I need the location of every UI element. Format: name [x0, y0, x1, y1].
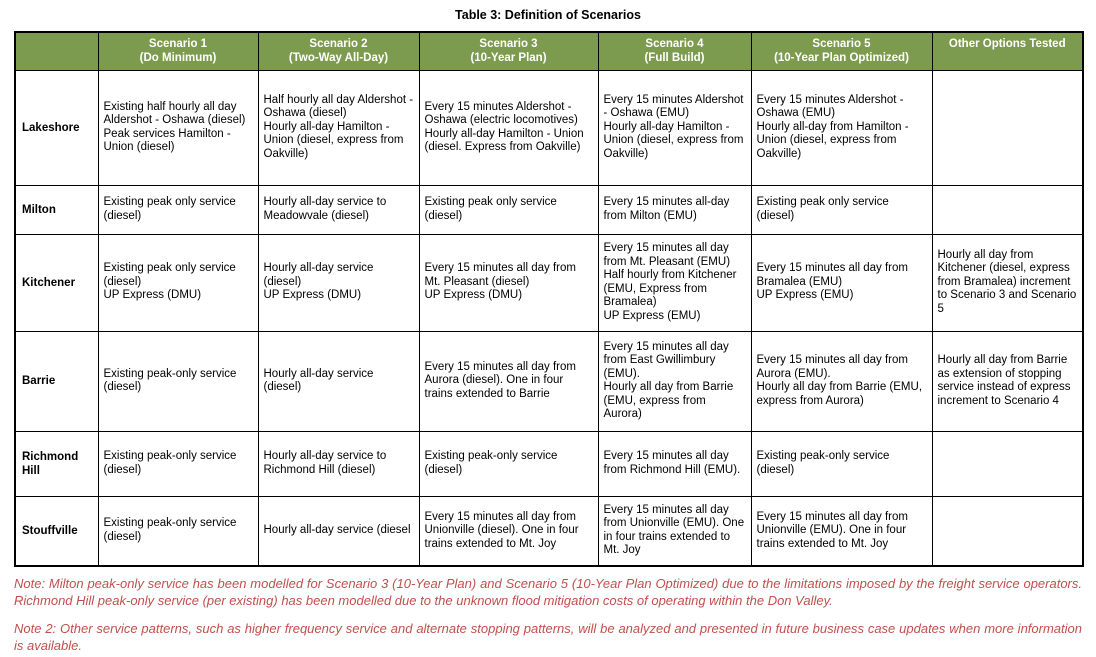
- scenario-cell: [419, 70, 598, 185]
- column-header: [751, 32, 932, 70]
- service-item: Hourly all-day Hamilton - Union (diesel, express from Oakville): [603, 120, 744, 160]
- row-label: Barrie: [15, 331, 98, 431]
- service-item: Hourly all-day service to Meadowvale (diesel): [263, 196, 387, 222]
- service-item: Existing peak only service (diesel): [103, 262, 236, 288]
- service-item: Existing peak only service (diesel): [103, 196, 236, 222]
- service-item: UP Express (EMU): [756, 289, 854, 302]
- scenario-cell: [98, 431, 258, 496]
- scenario-cell: [751, 185, 932, 234]
- service-item: Hourly all-day service (diesel): [263, 262, 374, 288]
- service-item: Hourly all-day from Hamilton - Union (diesel, express from Oakville): [756, 120, 909, 160]
- service-item: Every 15 minutes all day from East Gwillimbury (EMU).: [603, 340, 729, 380]
- table-row: [15, 431, 1083, 496]
- service-item: Every 15 minutes all-day from Milton (EMU): [603, 196, 730, 222]
- service-item: UP Express (DMU): [424, 289, 523, 302]
- service-item: Every 15 minutes all day from Bramalea (EMU): [756, 262, 908, 288]
- service-item: Existing peak-only service (diesel): [424, 450, 558, 476]
- scenario-cell: [751, 70, 932, 185]
- service-item: Existing peak only service (diesel): [424, 196, 557, 222]
- scenario-cell: [598, 70, 751, 185]
- service-item: Every 15 minutes all day from Aurora (EMU).: [756, 354, 908, 380]
- scenario-cell: [932, 70, 1083, 185]
- service-item: Every 15 minutes Aldershot - Oshawa (electric locomotives): [424, 100, 578, 126]
- scenario-cell: [598, 234, 751, 331]
- scenario-cell: [419, 331, 598, 431]
- note-1: Note: Milton peak-only service has been modelled for Scenario 3 (10-Year Plan) and Scenario 5 (10-Year Plan Optimized) due to the limitations imposed by the freight service operators. Richmond Hill peak-only service (per existing) has been modelled due to the unknown flood mitigation costs of operating within the Don Valley.: [14, 576, 1082, 608]
- scenario-cell: [751, 431, 932, 496]
- row-label: Lakeshore: [15, 70, 98, 185]
- service-item: Hourly all day from Kitchener (diesel, express from Bramalea) increment to Scenario 3 and Scenario 5: [937, 248, 1077, 315]
- scenario-cell: [751, 234, 932, 331]
- column-header-sublabel: (10-Year Plan Optimized): [774, 52, 909, 64]
- scenario-cell: [598, 496, 751, 566]
- column-header-label: Scenario 1: [148, 38, 208, 50]
- service-item: Peak services Hamilton - Union (diesel): [103, 127, 231, 153]
- service-item: Existing peak only service (diesel): [756, 196, 889, 222]
- column-header: [98, 32, 258, 70]
- scenario-cell: [598, 185, 751, 234]
- service-item: UP Express (EMU): [603, 309, 701, 322]
- service-item: Every 15 minutes all day from Aurora (diesel). One in four trains extended to Barrie: [424, 360, 576, 400]
- scenario-cell: [98, 331, 258, 431]
- table-row: [15, 185, 1083, 234]
- scenario-cell: [932, 234, 1083, 331]
- scenario-cell: [419, 234, 598, 331]
- service-item: Existing peak-only service (diesel): [103, 517, 237, 543]
- scenario-cell: [419, 431, 598, 496]
- scenario-cell: [598, 331, 751, 431]
- service-item: Every 15 minutes Aldershot - Oshawa (EMU): [603, 93, 744, 120]
- service-item: Every 15 minutes Aldershot - Oshawa (EMU): [756, 93, 904, 120]
- service-item: Every 15 minutes all day from Unionville (EMU). One in four trains extended to Mt. Joy: [603, 503, 745, 557]
- column-header-sublabel: (Do Minimum): [139, 52, 217, 64]
- scenario-cell: [258, 234, 419, 331]
- table-row: [15, 331, 1083, 431]
- service-item: Existing peak-only service (diesel): [103, 450, 237, 476]
- scenario-cell: [751, 496, 932, 566]
- row-label: Richmond Hill: [15, 431, 98, 496]
- table-title: Table 3: Definition of Scenarios: [455, 8, 641, 22]
- scenario-cell: [258, 70, 419, 185]
- service-item: Hourly all-day service (diesel: [263, 524, 411, 536]
- service-item: Every 15 minutes all day from Unionville (diesel). One in four trains extended to Mt. Joy: [424, 510, 579, 550]
- row-label: Kitchener: [15, 234, 98, 331]
- row-label: Milton: [15, 185, 98, 234]
- scenario-cell: [932, 331, 1083, 431]
- service-item: Hourly all-day Hamilton - Union (diesel. Express from Oakville): [424, 127, 584, 153]
- scenario-cell: [932, 185, 1083, 234]
- column-header-label: Scenario 4: [645, 38, 704, 50]
- scenario-cell: [932, 496, 1083, 566]
- scenario-cell: [419, 496, 598, 566]
- column-header-label: Other Options Tested: [948, 38, 1066, 50]
- column-header-label: Scenario 3: [479, 38, 538, 50]
- scenario-cell: [98, 234, 258, 331]
- table-row: [15, 234, 1083, 331]
- column-header-sublabel: (Full Build): [644, 52, 705, 64]
- service-item: Every 15 minutes all day from Unionville (EMU). One in four trains extended to Mt. Joy: [756, 510, 908, 550]
- scenario-cell: [258, 431, 419, 496]
- note-2: Note 2: Other service patterns, such as higher frequency service and alternate stopping patterns, will be analyzed and presented in future business case updates when more information is available.: [14, 621, 1082, 653]
- service-item: Hourly all day from Barrie (EMU, express from Aurora): [603, 381, 734, 420]
- column-header-sublabel: (Two-Way All-Day): [288, 52, 389, 64]
- scenario-cell: [98, 496, 258, 566]
- scenarios-table: [14, 31, 1084, 567]
- scenario-cell: [98, 185, 258, 234]
- service-item: Hourly all day from Barrie (EMU, express from Aurora): [756, 381, 923, 407]
- scenario-cell: [258, 331, 419, 431]
- service-item: Half hourly from Kitchener (EMU, Express from Bramalea): [603, 269, 737, 308]
- column-header: [598, 32, 751, 70]
- table-row: [15, 496, 1083, 566]
- notes-section: [14, 576, 1082, 654]
- table-row: [15, 70, 1083, 185]
- column-header-label: Scenario 2: [309, 38, 368, 50]
- service-item: Hourly all-day service to Richmond Hill (diesel): [263, 450, 387, 476]
- table-header: [15, 32, 1083, 70]
- column-header: [932, 32, 1083, 70]
- column-header-sublabel: (10-Year Plan): [470, 52, 547, 64]
- header-row: [15, 32, 1083, 70]
- scenario-cell: [598, 431, 751, 496]
- corner-cell: [15, 32, 98, 70]
- service-item: UP Express (DMU): [263, 289, 362, 302]
- service-item: Hourly all-day Hamilton - Union (diesel, express from Oakville): [263, 120, 404, 160]
- scenario-cell: [258, 496, 419, 566]
- scenario-cell: [751, 331, 932, 431]
- row-label: Stouffville: [15, 496, 98, 566]
- service-item: Every 15 minutes all day from Mt. Pleasant (EMU): [603, 242, 731, 268]
- service-item: Every 15 minutes all day from Richmond Hill (EMU).: [603, 450, 741, 476]
- service-item: Existing half hourly all day Aldershot - Oshawa (diesel): [103, 100, 246, 126]
- scenario-cell: [258, 185, 419, 234]
- service-item: Hourly all-day service (diesel): [263, 367, 374, 393]
- service-item: Half hourly all day Aldershot - Oshawa (diesel): [263, 93, 414, 120]
- table-body: [15, 70, 1083, 566]
- service-item: UP Express (DMU): [103, 289, 202, 302]
- scenario-cell: [419, 185, 598, 234]
- service-item: Every 15 minutes all day from Mt. Pleasant (diesel): [424, 262, 576, 288]
- service-item: Existing peak-only service (diesel): [756, 450, 890, 476]
- column-header: [419, 32, 598, 70]
- scenario-cell: [932, 431, 1083, 496]
- column-header-label: Scenario 5: [812, 38, 871, 50]
- service-item: Hourly all day from Barrie as extension of stopping service instead of express increment to Scenario 4: [937, 354, 1071, 407]
- column-header: [258, 32, 419, 70]
- service-item: Existing peak-only service (diesel): [103, 367, 237, 393]
- scenario-cell: [98, 70, 258, 185]
